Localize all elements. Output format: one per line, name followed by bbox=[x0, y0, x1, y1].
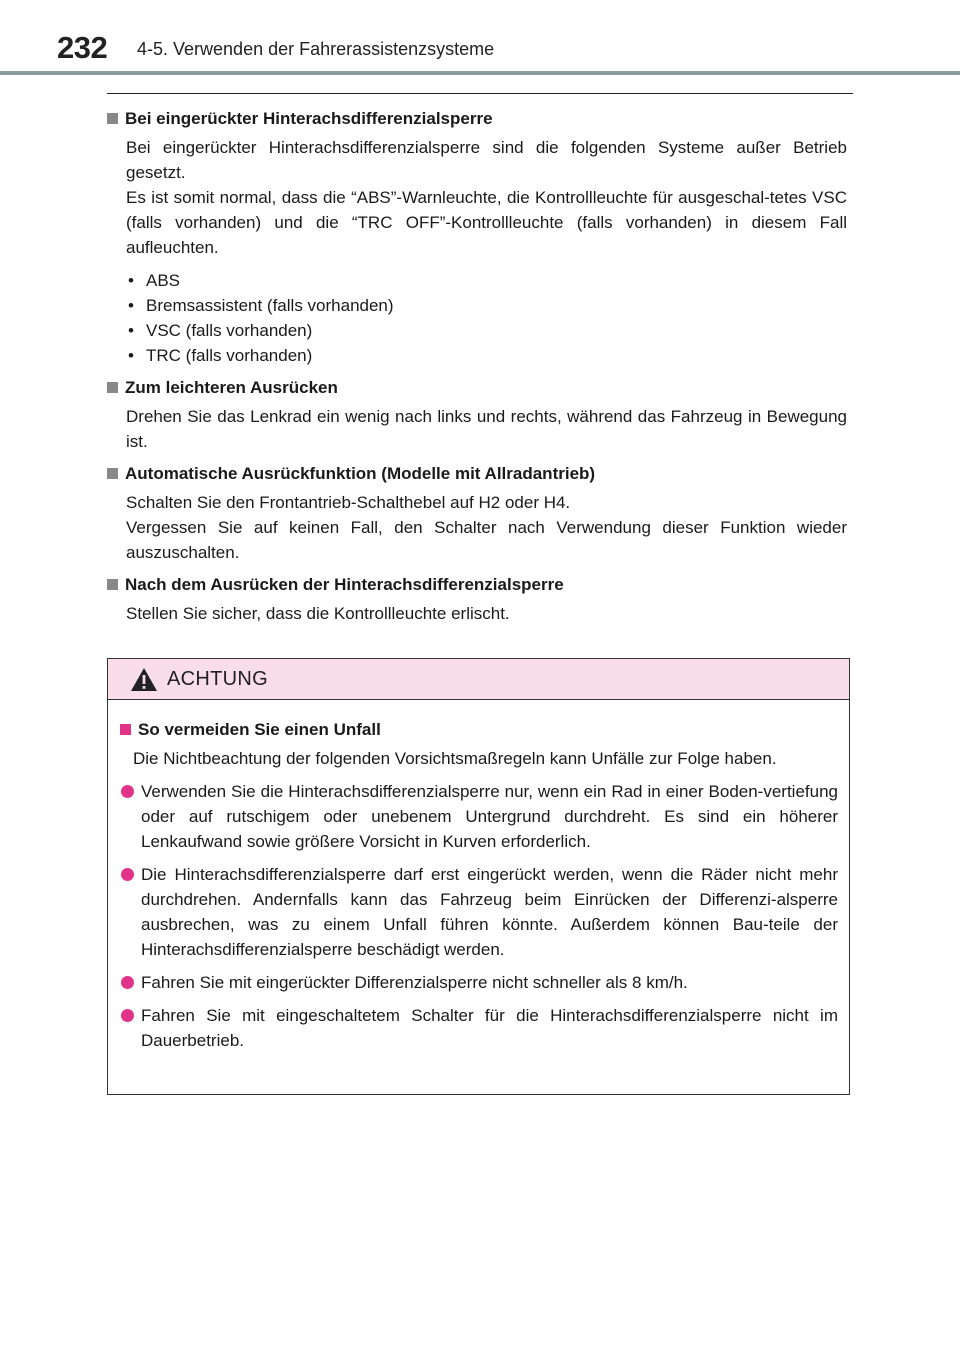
warning-label: ACHTUNG bbox=[167, 668, 268, 690]
section-nach-dem-ausruecken bbox=[107, 572, 847, 626]
circle-bullet-icon bbox=[121, 868, 134, 881]
paragraph: Schalten Sie den Frontantrieb-Schalthebel auf H2 oder H4. bbox=[126, 493, 571, 512]
square-bullet-icon bbox=[107, 579, 118, 590]
list-item: • ABS bbox=[128, 271, 181, 290]
list-item: • Bremsassistent (falls vorhanden) bbox=[128, 296, 394, 315]
page-number: 232 bbox=[57, 30, 108, 65]
square-bullet-icon bbox=[107, 113, 118, 124]
paragraph: Vergessen Sie auf keinen Fall, den Schalter nach Verwendung dieser Funktion wieder auszuschalten. bbox=[126, 518, 847, 562]
paragraph: Drehen Sie das Lenkrad ein wenig nach links und rechts, während das Fahrzeug in Bewegung ist. bbox=[126, 407, 847, 451]
section-title: Bei eingerückter Hinterachsdifferenzialsperre bbox=[107, 106, 847, 131]
warning-item: Fahren Sie mit eingeschaltetem Schalter für die Hinterachsdifferenzialsperre nicht im Dauerbetrieb. bbox=[121, 1003, 838, 1053]
chapter-title: 4-5. Verwenden der Fahrerassistenzsysteme bbox=[137, 39, 495, 59]
circle-bullet-icon bbox=[121, 785, 134, 798]
warning-title: So vermeiden Sie einen Unfall bbox=[120, 717, 838, 742]
warning-body bbox=[108, 700, 849, 1053]
warning-item: Verwenden Sie die Hinterachsdifferenzialsperre nur, wenn ein Rad in einer Boden-vertiefung oder auf rutschigem oder unebenem Untergrund durchdreht. Es sind ein höherer Lenkaufwand sowie größere Vorsicht in Kurven erforderlich. bbox=[121, 779, 838, 854]
page-header bbox=[0, 0, 960, 78]
content-divider bbox=[107, 93, 853, 94]
circle-bullet-icon bbox=[121, 976, 134, 989]
warning-header bbox=[108, 659, 849, 700]
section-title: Nach dem Ausrücken der Hinterachsdifferenzialsperre bbox=[107, 572, 847, 597]
paragraph: Es ist somit normal, dass die “ABS”-Warnleuchte, die Kontrollleuchte für ausgeschal-tetes VSC (falls vorhanden) und die “TRC OFF”-Kontrollleuchte (falls vorhanden) in diesem Fall aufleuchten. bbox=[126, 188, 847, 257]
square-bullet-icon bbox=[107, 382, 118, 393]
warning-triangle-icon bbox=[130, 667, 158, 692]
section-title: Zum leichteren Ausrücken bbox=[107, 375, 847, 400]
section-title: Automatische Ausrückfunktion (Modelle mit Allradantrieb) bbox=[107, 461, 847, 486]
warning-box bbox=[107, 658, 850, 1095]
warning-intro: Die Nichtbeachtung der folgenden Vorsichtsmaßregeln kann Unfälle zur Folge haben. bbox=[133, 749, 777, 768]
bullet-list bbox=[126, 268, 847, 368]
paragraph: Stellen Sie sicher, dass die Kontrollleuchte erlischt. bbox=[126, 604, 510, 623]
square-bullet-icon bbox=[120, 724, 131, 735]
circle-bullet-icon bbox=[121, 1009, 134, 1022]
warning-item: Die Hinterachsdifferenzialsperre darf erst eingerückt werden, wenn die Räder nicht mehr durchdrehen. Andernfalls kann das Fahrzeug beim Einrücken der Differenzi-alsperre ausbrechen, was zu einem Unfall führen könnte. Außerdem können Bau-teile der Hinterachsdifferenzialsperre beschädigt werden. bbox=[121, 862, 838, 962]
list-item: • VSC (falls vorhanden) bbox=[128, 321, 313, 340]
section-leichteren-ausruecken bbox=[107, 375, 847, 454]
warning-item: Fahren Sie mit eingerückter Differenzialsperre nicht schneller als 8 km/h. bbox=[121, 970, 838, 995]
paragraph: Bei eingerückter Hinterachsdifferenzialsperre sind die folgenden Systeme außer Betrieb gesetzt. bbox=[126, 138, 847, 182]
section-bei-eingerueckter bbox=[107, 106, 847, 368]
main-content bbox=[107, 106, 847, 633]
list-item: • TRC (falls vorhanden) bbox=[128, 346, 313, 365]
square-bullet-icon bbox=[107, 468, 118, 479]
section-automatische-ausrueckfunktion bbox=[107, 461, 847, 565]
header-divider bbox=[0, 71, 960, 75]
